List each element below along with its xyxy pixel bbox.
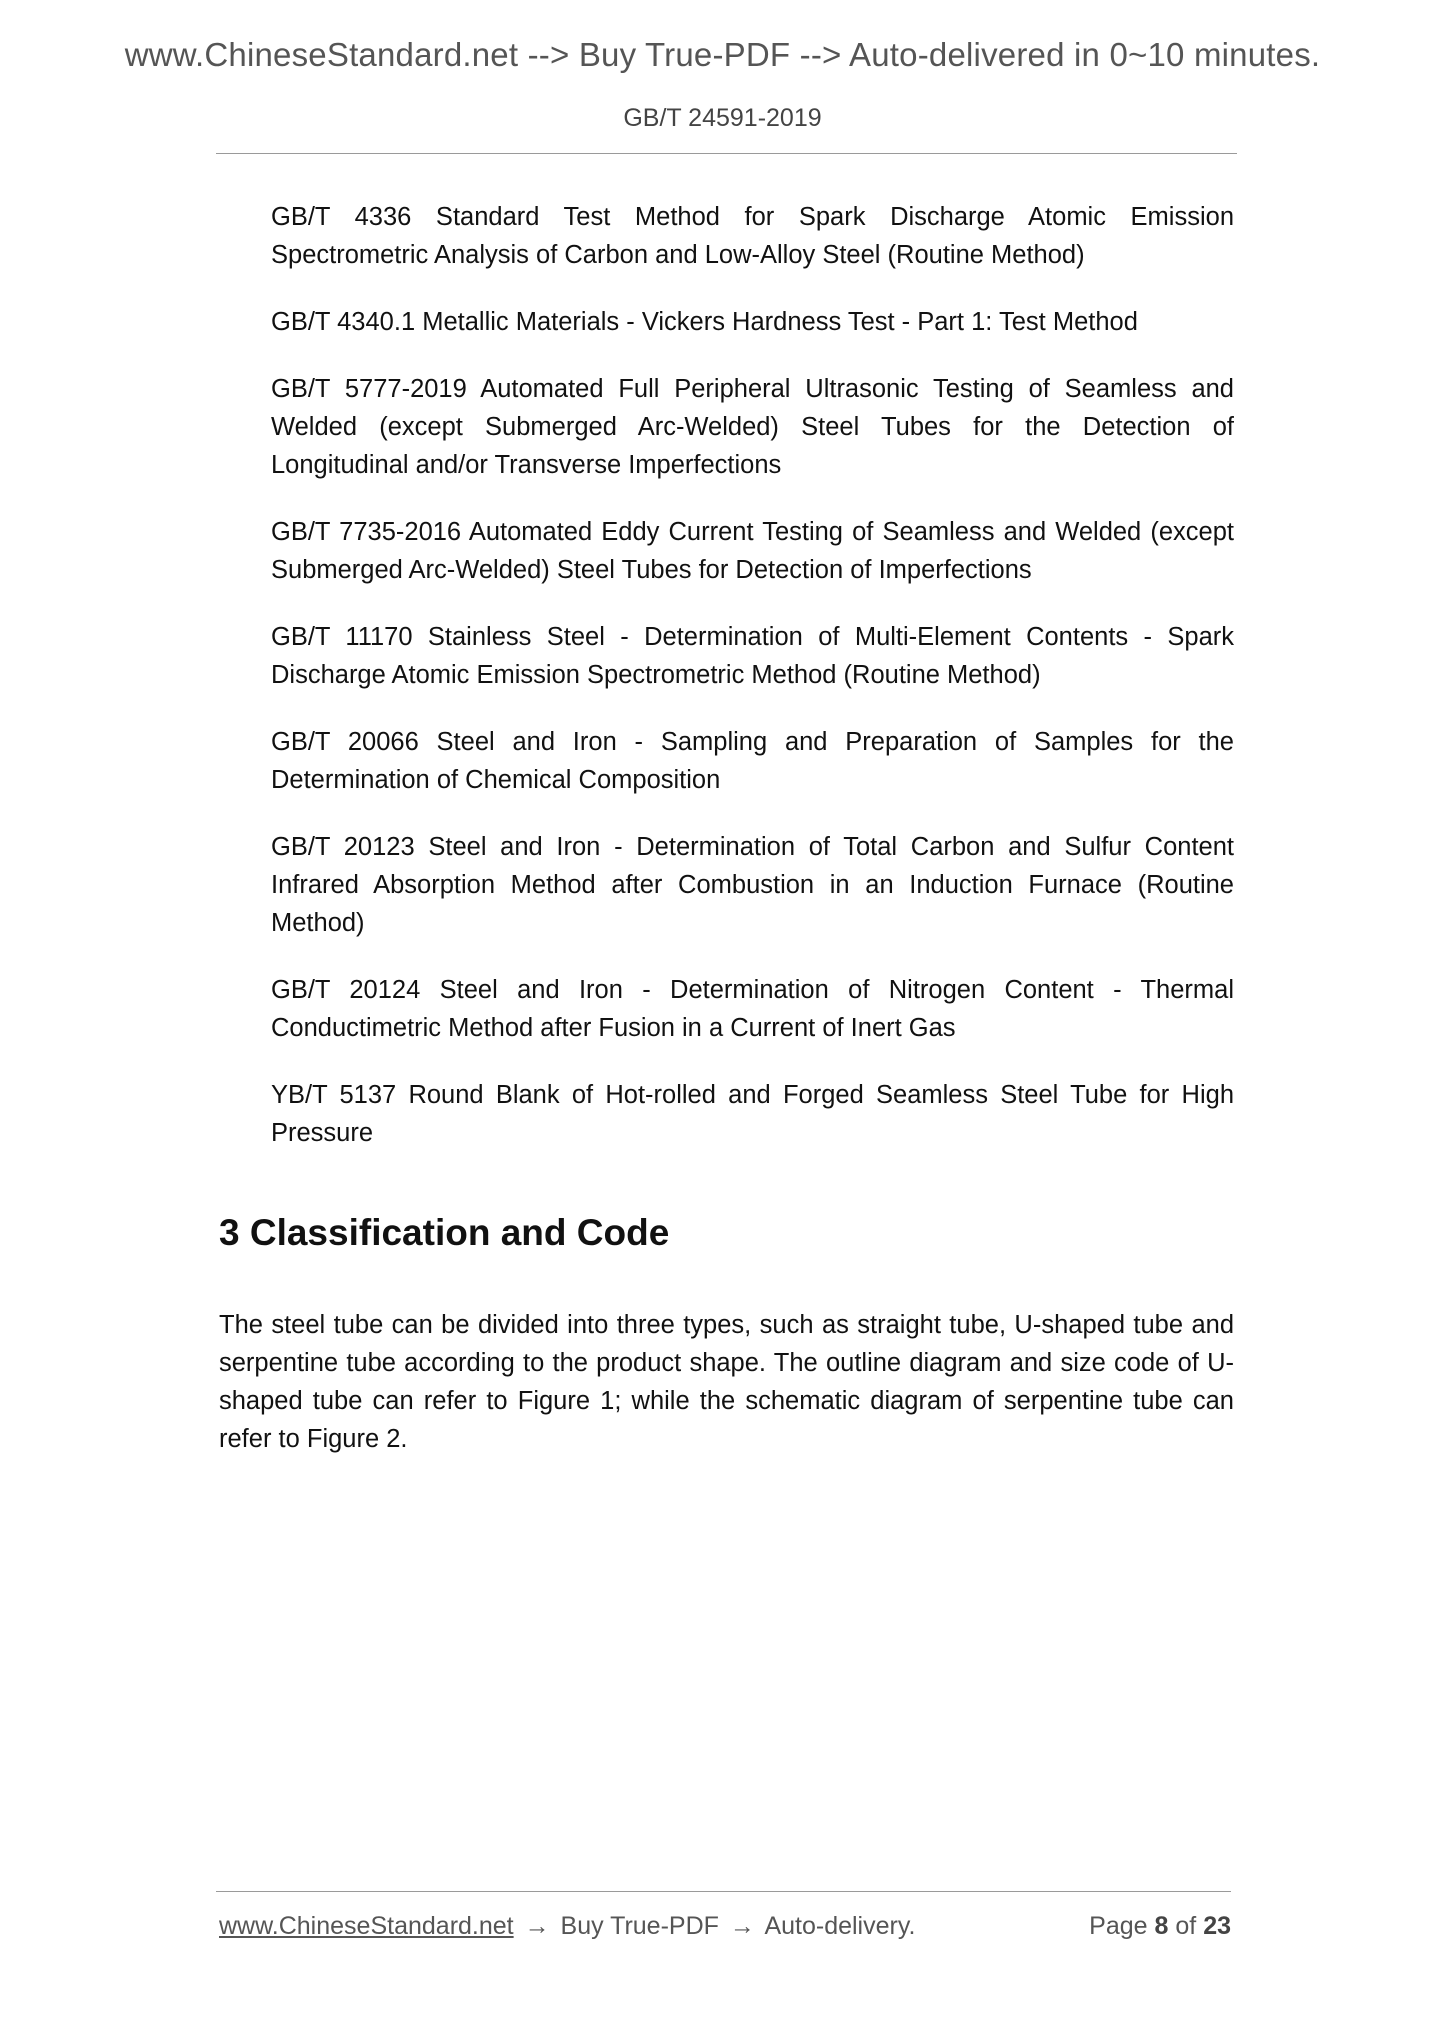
- footer-site-link[interactable]: www.ChineseStandard.net: [219, 1912, 514, 1940]
- current-page-number: 8: [1154, 1912, 1169, 1940]
- arrow-right-icon: →: [524, 1912, 550, 1940]
- reference-item: GB/T 5777-2019 Automated Full Peripheral Ultrasonic Testing of Seamless and Welded (except Submerged Arc-Welded) Steel Tubes for the Detection of Longitudinal and/or Transverse Imperfections: [271, 375, 1234, 479]
- reference-item: GB/T 11170 Stainless Steel - Determination of Multi-Element Contents - Spark Discharge Atomic Emission Spectrometric Method (Routine Method): [271, 623, 1234, 689]
- footer-divider: [216, 1891, 1231, 1892]
- section-paragraph: The steel tube can be divided into three types, such as straight tube, U-shaped tube and serpentine tube according to the product shape. The outline diagram and size code of U-shaped tube can refer to Figure 1; while the schematic diagram of serpentine tube can refer to Figure 2.: [219, 1311, 1234, 1453]
- reference-item: GB/T 20124 Steel and Iron - Determination of Nitrogen Content - Thermal Conductimetric Method after Fusion in a Current of Inert Gas: [271, 976, 1234, 1042]
- normative-references-list: [271, 198, 1234, 1181]
- page-label: Page: [1089, 1912, 1148, 1940]
- standard-code-header: GB/T 24591-2019: [623, 104, 822, 132]
- total-pages-number: 23: [1203, 1912, 1231, 1940]
- top-banner: www.ChineseStandard.net --> Buy True-PDF --> Auto-delivered in 0~10 minutes.: [124, 36, 1321, 73]
- reference-item: GB/T 4336 Standard Test Method for Spark Discharge Atomic Emission Spectrometric Analysis of Carbon and Low-Alloy Steel (Routine Method): [271, 203, 1234, 269]
- reference-item: GB/T 7735-2016 Automated Eddy Current Testing of Seamless and Welded (except Submerged Arc-Welded) Steel Tubes for Detection of Imperfections: [271, 518, 1234, 584]
- reference-item: GB/T 20066 Steel and Iron - Sampling and Preparation of Samples for the Determination of Chemical Composition: [271, 728, 1234, 794]
- section-heading: 3 Classification and Code: [219, 1212, 670, 1253]
- page-indicator: [1089, 1912, 1231, 1941]
- reference-item: YB/T 5137 Round Blank of Hot-rolled and Forged Seamless Steel Tube for High Pressure: [271, 1081, 1234, 1147]
- header-divider: [216, 153, 1237, 154]
- footer-buy-text: Buy True-PDF: [560, 1912, 719, 1940]
- reference-item: GB/T 4340.1 Metallic Materials - Vickers Hardness Test - Part 1: Test Method: [271, 308, 1138, 336]
- arrow-right-icon: →: [729, 1912, 755, 1940]
- footer-delivery-text: Auto-delivery.: [764, 1912, 916, 1940]
- reference-item: GB/T 20123 Steel and Iron - Determination of Total Carbon and Sulfur Content Infrared Absorption Method after Combustion in an Induction Furnace (Routine Method): [271, 833, 1234, 937]
- of-label: of: [1175, 1912, 1197, 1940]
- page-footer: [219, 1912, 1231, 1941]
